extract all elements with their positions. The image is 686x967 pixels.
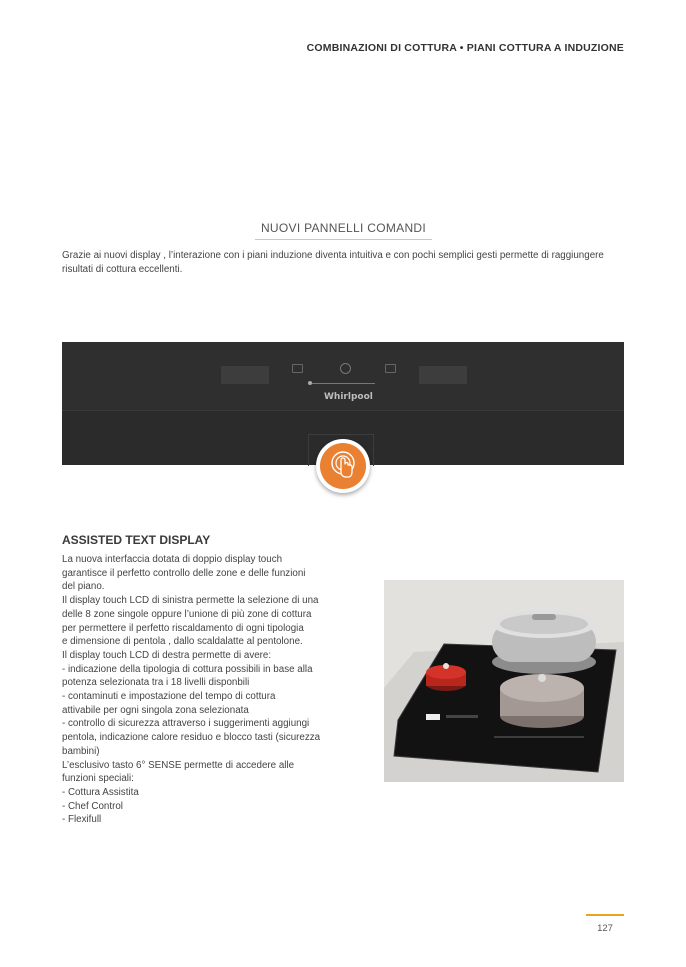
- footer-rule: [586, 914, 624, 916]
- body-line: Il display touch LCD di sinistra permette la selezione di una: [62, 595, 319, 607]
- cooktop-illustration: [384, 580, 624, 782]
- body-line: - controllo di sicurezza attraverso i suggerimenti aggiungi: [62, 718, 310, 730]
- panel-right-button-icon: [385, 364, 396, 373]
- left-lcd-display: [221, 366, 269, 384]
- feature-title: ASSISTED TEXT DISPLAY: [62, 533, 211, 547]
- body-line: potenza selezionata tra i 18 livelli disponbili: [62, 677, 250, 689]
- panel-left-button-icon: [292, 364, 303, 373]
- body-line: pentola, indicazione calore residuo e blocco tasti (sicurezza: [62, 732, 321, 744]
- body-line: - contaminuti e impostazione del tempo di cottura: [62, 691, 276, 703]
- body-line: - Cottura Assistita: [62, 786, 139, 798]
- body-line: L’esclusivo tasto 6° SENSE permette di accedere alle: [62, 759, 295, 771]
- sixth-sense-button: [316, 439, 370, 493]
- body-line: e dimensione di pentola , dallo scaldalatte al pentolone.: [62, 636, 303, 648]
- touch-hand-icon: [320, 443, 366, 489]
- body-line: garantisce il perfetto controllo delle zone e delle funzioni: [62, 567, 306, 579]
- panel-slider-knob: [308, 381, 312, 385]
- body-line: per permettere il perfetto riscaldamento di ogni tipologia: [62, 622, 304, 634]
- body-line: - Flexifull: [62, 814, 102, 826]
- page-number: 127: [597, 923, 613, 934]
- body-line: Il display touch LCD di destra permette di avere:: [62, 649, 272, 661]
- panel-divider: [62, 410, 624, 411]
- body-line: funzioni speciali:: [62, 773, 134, 785]
- intro-paragraph: Grazie ai nuovi display , l’interazione con i piani induzione diventa intuitiva e con pochi semplici gesti permette di raggiungere risultati di cottura eccellenti.: [62, 250, 604, 275]
- page-header: COMBINAZIONI DI COTTURA • PIANI COTTURA A INDUZIONE: [306, 42, 624, 54]
- body-line: attivabile per ogni singola zona selezionata: [62, 704, 249, 716]
- section-title: NUOVI PANNELLI COMANDI: [255, 221, 432, 240]
- panel-slider: [309, 383, 375, 384]
- body-line: del piano.: [62, 581, 105, 593]
- brand-logo: Whirlpool: [324, 392, 373, 402]
- right-lcd-display: [419, 366, 467, 384]
- body-line: La nuova interfaccia dotata di doppio display touch: [62, 554, 283, 565]
- feature-body: [62, 553, 362, 827]
- panel-power-icon: [340, 363, 351, 374]
- body-line: bambini): [62, 745, 100, 757]
- body-line: delle 8 zone singole oppure l’unione di più zone di cottura: [62, 608, 312, 620]
- body-line: - indicazione della tipologia di cottura possibili in base alla: [62, 663, 313, 675]
- cooktop-photo: [384, 580, 624, 782]
- body-line: - Chef Control: [62, 800, 123, 812]
